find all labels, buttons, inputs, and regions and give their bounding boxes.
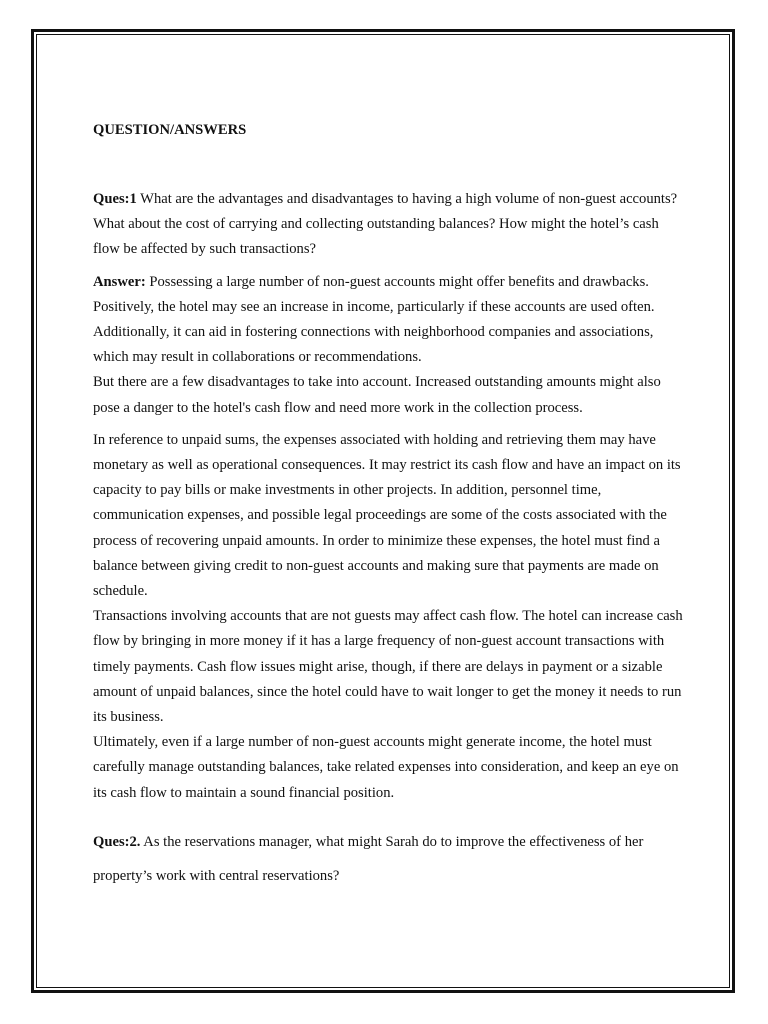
answer-label: Answer: — [93, 273, 146, 290]
answer-1-paragraph-2: But there are a few disadvantages to take into account. Increased outstanding amounts might also pose a danger to the hotel's cash flow and need more work in the collection process. — [93, 374, 661, 416]
question-2 — [93, 825, 683, 893]
answer-1-intro — [93, 270, 683, 371]
answer-1-paragraph-5: Ultimately, even if a large number of non-guest accounts might generate income, the hotel must carefully manage outstanding balances, take related expenses into consideration, and keep an eye on its cash flow to maintain a sound financial position. — [93, 734, 679, 801]
question-2-text: As the reservations manager, what might Sarah do to improve the effectiveness of her property’s work with central reservations? — [93, 833, 644, 884]
document-body — [93, 118, 683, 893]
question-1 — [93, 187, 683, 263]
document-heading: QUESTION/ANSWERS — [93, 122, 247, 138]
question-1-label: Ques:1 — [93, 191, 137, 207]
question-1-text: What are the advantages and disadvantages to having a high volume of non-guest accounts? What about the cost of carrying and collecting outstanding balances? How might the hotel’s cash flow be affected by such transactions? — [93, 191, 678, 258]
answer-1-paragraph-4: Transactions involving accounts that are not guests may affect cash flow. The hotel can increase cash flow by bringing in more money if it has a large frequency of non-guest account transactions with timely payments. Cash flow issues might arise, though, if there are delays in payment or a sizable amount of unpaid balances, since the hotel could have to wait longer to get the money it needs to run its business. — [93, 608, 683, 726]
answer-intro-text: Possessing a large number of non-guest accounts might offer benefits and drawbacks. Positively, the hotel may see an increase in income, particularly if these accounts are used often. Additionally, it can aid in fostering connections with neighborhood companies and associations, which may result in collaborations or recommendations. — [93, 273, 655, 366]
question-2-label: Ques:2. — [93, 833, 141, 850]
answer-1-paragraph-3: In reference to unpaid sums, the expenses associated with holding and retrieving them may have monetary as well as operational consequences. It may restrict its cash flow and have an impact on its capacity to pay bills or make investments in other projects. In addition, personnel time, communication expenses, and possible legal proceedings are some of the costs associated with the process of recovering unpaid amounts. In order to minimize these expenses, the hotel must find a balance between giving credit to non-guest accounts and making sure that payments are made on schedule. — [93, 431, 681, 600]
